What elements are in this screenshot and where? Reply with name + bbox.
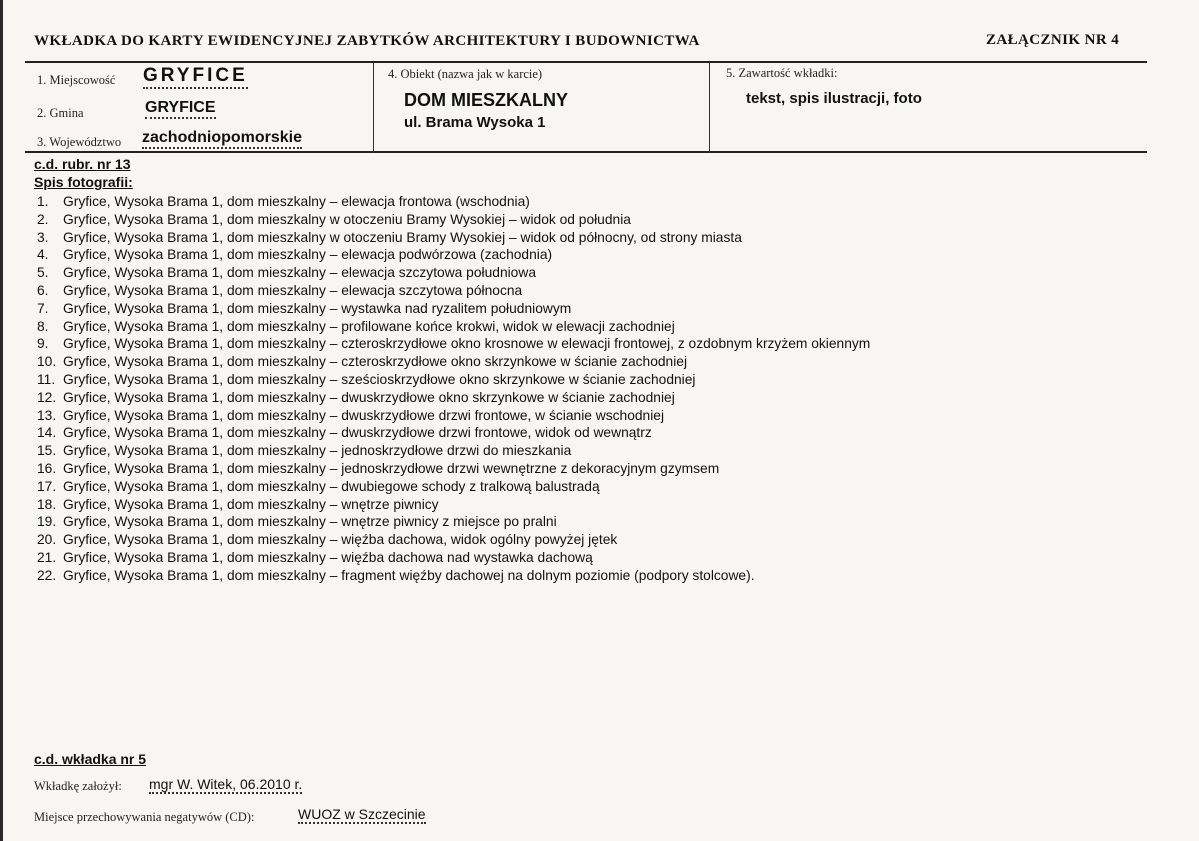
photo-caption: Gryfice, Wysoka Brama 1, dom mieszkalny – elewacja frontowa (wschodnia) — [63, 194, 530, 209]
storage-value: WUOZ w Szczecinie — [298, 806, 426, 822]
photo-number: 12. — [37, 389, 57, 405]
contents-value: tekst, spis ilustracji, foto — [746, 90, 922, 107]
info-box — [25, 61, 1147, 153]
section-continuation: c.d. rubr. nr 13 — [34, 156, 131, 172]
photo-caption: Gryfice, Wysoka Brama 1, dom mieszkalny – fragment więźby dachowej na dolnym poziomie (podpory stolcowe). — [63, 567, 755, 583]
photo-list-item — [37, 407, 870, 425]
object-label: 4. Obiekt (nazwa jak w karcie) — [388, 67, 543, 81]
photo-list-item — [37, 246, 870, 264]
photo-list — [37, 193, 870, 585]
photo-number: 8. — [37, 318, 49, 334]
object-name: DOM MIESZKALNY — [404, 90, 568, 110]
photo-number: 3. — [37, 229, 49, 245]
column-divider — [373, 63, 374, 153]
photo-caption: Gryfice, Wysoka Brama 1, dom mieszkalny w otoczeniu Bramy Wysokiej – widok od południa — [63, 211, 631, 227]
photo-caption: Gryfice, Wysoka Brama 1, dom mieszkalny – sześcioskrzydłowe okno skrzynkowe w ścianie zachodniej — [63, 371, 696, 387]
storage-label: Miejsce przechowywania negatywów (CD): — [34, 810, 255, 824]
photo-number: 19. — [37, 514, 57, 530]
annex-number: ZAŁĄCZNIK NR 4 — [986, 32, 1120, 48]
contents-label: 5. Zawartość wkładki: — [726, 66, 838, 80]
photo-caption: Gryfice, Wysoka Brama 1, dom mieszkalny – elewacja szczytowa południowa — [63, 265, 536, 281]
photo-list-item — [37, 335, 870, 353]
photo-list-item — [37, 567, 870, 585]
photo-caption: Gryfice, Wysoka Brama 1, dom mieszkalny – więźba dachowa, widok ogólny powyżej jętek — [63, 532, 618, 548]
photo-list-item — [37, 513, 870, 531]
document-title: WKŁADKA DO KARTY EWIDENCYJNEJ ZABYTKÓW ARCHITEKTURY I BUDOWNICTWA — [34, 33, 700, 49]
commune-value: GRYFICE — [145, 99, 216, 119]
photo-number: 21. — [37, 549, 57, 565]
photo-number: 18. — [37, 496, 57, 512]
photo-number: 16. — [37, 460, 57, 476]
photo-number: 17. — [37, 478, 57, 494]
photo-caption: Gryfice, Wysoka Brama 1, dom mieszkalny – wnętrze piwnicy z miejsce po pralni — [63, 514, 557, 530]
photo-list-item — [37, 549, 870, 567]
photo-caption: Gryfice, Wysoka Brama 1, dom mieszkalny – elewacja szczytowa północna — [63, 282, 523, 298]
photo-list-item — [37, 424, 870, 442]
photo-list-item — [37, 389, 870, 407]
photo-number: 15. — [37, 443, 57, 459]
photo-number: 11. — [37, 371, 56, 387]
photo-caption: Gryfice, Wysoka Brama 1, dom mieszkalny – czteroskrzydłowe okno krosnowe w elewacji frontowej, z ozdobnym krzyżem okiennym — [63, 336, 871, 352]
footer-continuation: c.d. wkładka nr 5 — [34, 751, 147, 767]
commune-label: 2. Gmina — [37, 106, 84, 120]
photo-number: 4. — [37, 247, 49, 263]
photo-list-item — [37, 442, 870, 460]
photo-list-item — [37, 229, 870, 247]
photo-caption: Gryfice, Wysoka Brama 1, dom mieszkalny – dwuskrzydłowe drzwi frontowe, widok od wewnątrz — [63, 425, 652, 441]
photo-list-item — [37, 531, 870, 549]
photo-list-item — [37, 300, 870, 318]
photo-caption: Gryfice, Wysoka Brama 1, dom mieszkalny – dwubiegowe schody z tralkową balustradą — [63, 478, 600, 494]
photo-list-item — [37, 193, 870, 211]
photo-list-item — [37, 282, 870, 300]
photo-number: 9. — [37, 336, 49, 352]
photo-caption: Gryfice, Wysoka Brama 1, dom mieszkalny w otoczeniu Bramy Wysokiej – widok od północny, od strony miasta — [63, 229, 742, 245]
photo-caption: Gryfice, Wysoka Brama 1, dom mieszkalny – wnętrze piwnicy — [63, 496, 439, 512]
photo-number: 5. — [37, 265, 49, 281]
photo-list-item — [37, 353, 870, 371]
photo-list-item — [37, 264, 870, 282]
photo-caption: Gryfice, Wysoka Brama 1, dom mieszkalny – dwuskrzydłowe okno skrzynkowe w ścianie zachodniej — [63, 389, 675, 405]
photo-list-item — [37, 371, 870, 389]
voivodeship-value: zachodniopomorskie — [142, 129, 302, 149]
photo-caption: Gryfice, Wysoka Brama 1, dom mieszkalny – więźba dachowa nad wystawka dachową — [63, 549, 593, 565]
column-divider — [709, 63, 710, 153]
photo-number: 13. — [37, 407, 57, 423]
photo-number: 20. — [37, 532, 57, 548]
photo-number: 22. — [37, 567, 57, 583]
photo-caption: Gryfice, Wysoka Brama 1, dom mieszkalny – wystawka nad ryzalitem południowym — [63, 300, 572, 316]
photo-list-item — [37, 318, 870, 336]
photo-list-title: Spis fotografii: — [34, 174, 133, 190]
photo-number: 2. — [37, 211, 49, 227]
photo-caption: Gryfice, Wysoka Brama 1, dom mieszkalny – jednoskrzydłowe drzwi wewnętrzne z dekoracyjnym gzymsem — [63, 460, 720, 476]
locality-label: 1. Miejscowość — [37, 73, 116, 87]
photo-list-item — [37, 478, 870, 496]
created-by-value: mgr W. Witek, 06.2010 r. — [149, 776, 303, 792]
photo-caption: Gryfice, Wysoka Brama 1, dom mieszkalny – dwuskrzydłowe drzwi frontowe, w ścianie wschodniej — [63, 407, 665, 423]
created-by-label: Wkładkę założył: — [34, 779, 122, 793]
photo-number: 10. — [37, 354, 57, 370]
photo-number: 14. — [37, 425, 57, 441]
voivodeship-label: 3. Województwo — [37, 135, 122, 149]
photo-number: 1. — [37, 194, 49, 209]
photo-list-item — [37, 211, 870, 229]
photo-number: 6. — [37, 282, 49, 298]
photo-caption: Gryfice, Wysoka Brama 1, dom mieszkalny – profilowane końce krokwi, widok w elewacji zachodniej — [63, 318, 675, 334]
photo-caption: Gryfice, Wysoka Brama 1, dom mieszkalny – elewacja podwórzowa (zachodnia) — [63, 247, 553, 263]
photo-caption: Gryfice, Wysoka Brama 1, dom mieszkalny – jednoskrzydłowe drzwi do mieszkania — [63, 443, 572, 459]
photo-list-item — [37, 460, 870, 478]
photo-list-item — [37, 496, 870, 514]
photo-number: 7. — [37, 300, 49, 316]
photo-caption: Gryfice, Wysoka Brama 1, dom mieszkalny – czteroskrzydłowe okno skrzynkowe w ścianie zachodniej — [63, 354, 688, 370]
locality-value: GRYFICE — [143, 65, 248, 89]
object-address: ul. Brama Wysoka 1 — [404, 114, 546, 131]
